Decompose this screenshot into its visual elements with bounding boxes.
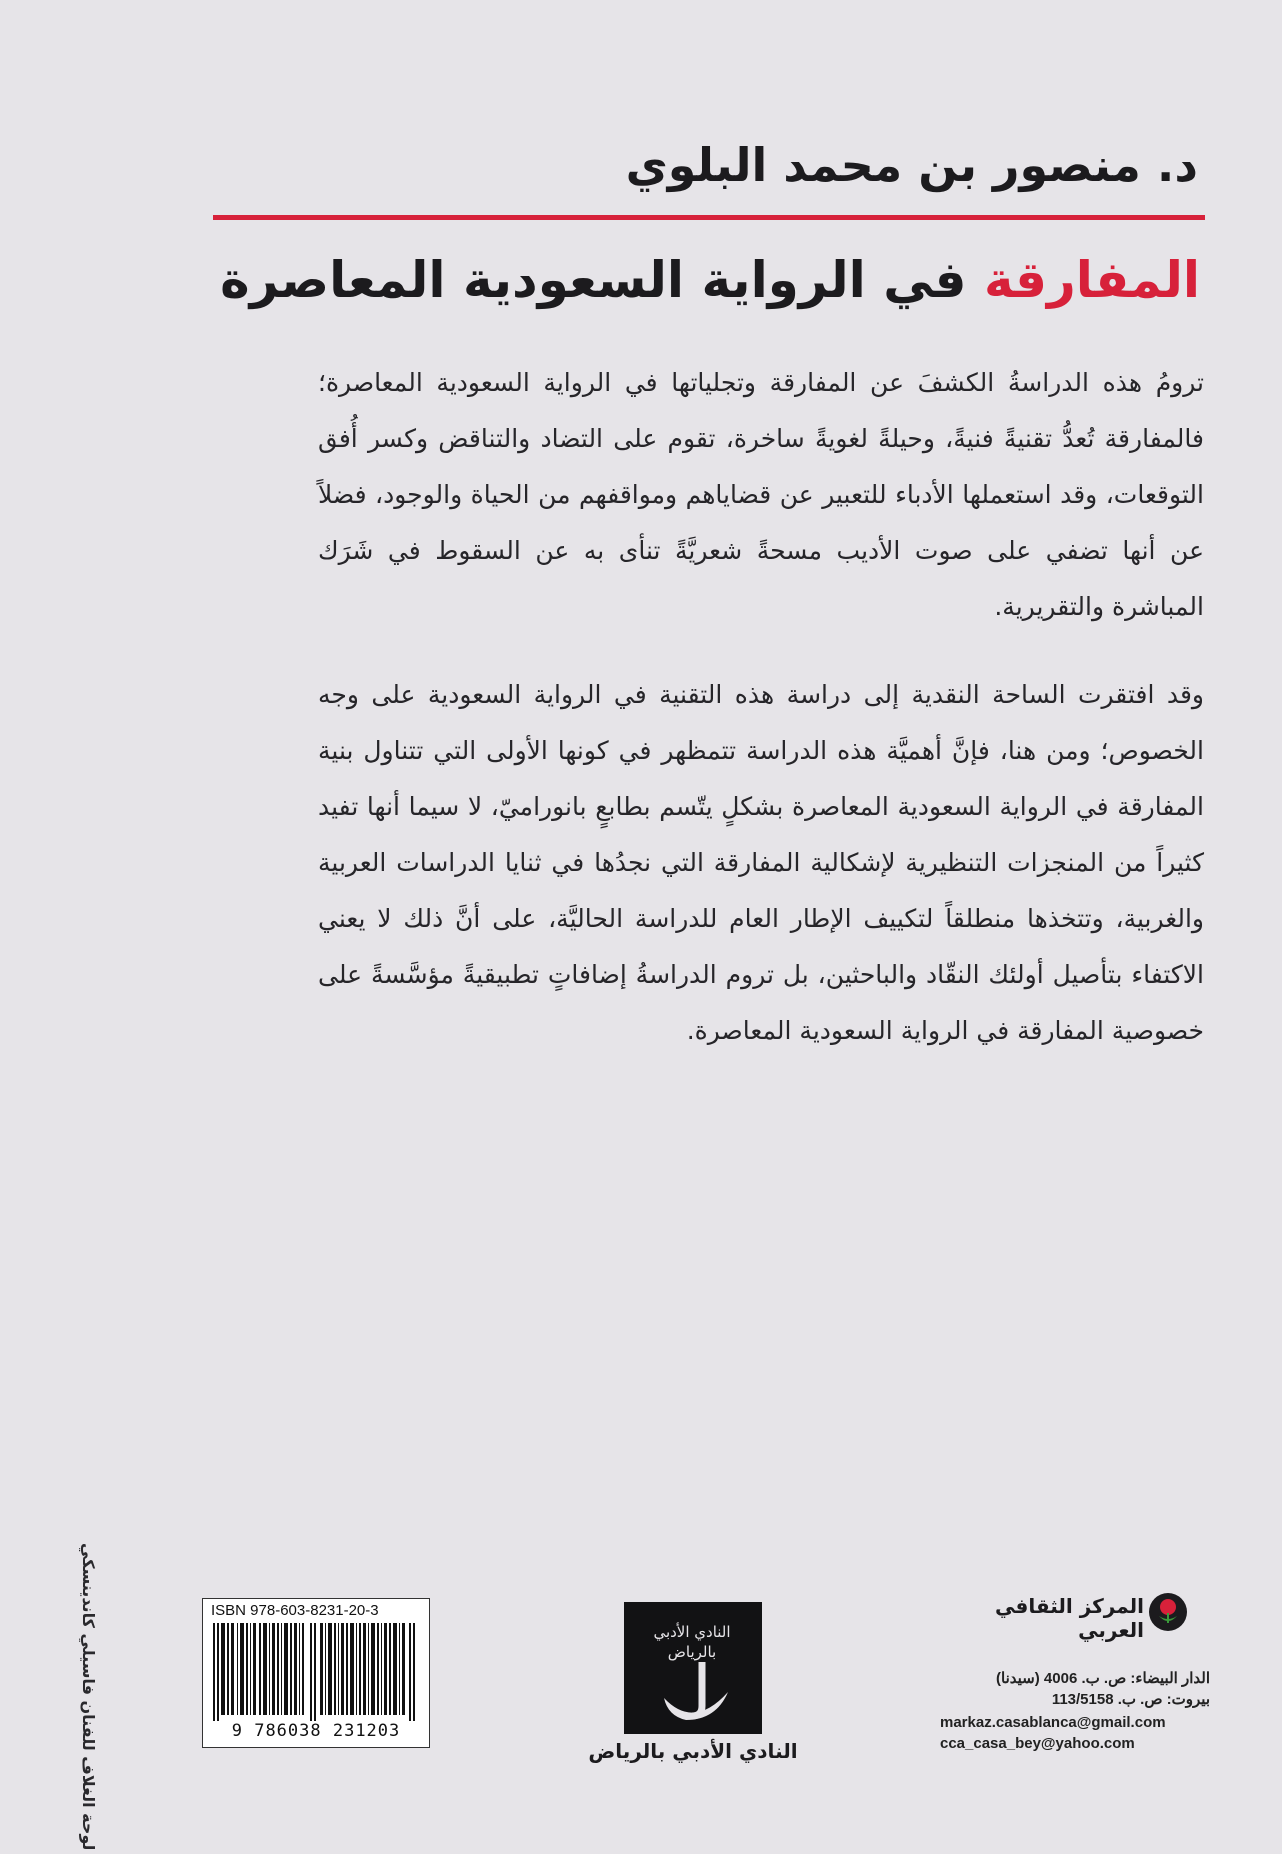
publisher-email-2: cca_casa_bey@yahoo.com (940, 1735, 1135, 1752)
author-name: د. منصور بن محمد البلوي (625, 138, 1198, 192)
club-name: النادي الأدبي بالرياض (588, 1739, 798, 1763)
publisher-flower-icon (1148, 1592, 1188, 1632)
blurb-paragraph-1: ترومُ هذه الدراسةُ الكشفَ عن المفارقة وتجلياتها في الرواية السعودية المعاصرة؛ فالمفارقة تُعدُّ تقنيةً فنيةً، وحيلةً لغويةً ساخرة، تقوم على التضاد والتناقض وكسر أُفق التوقعات، وقد استعملها الأدباء للتعبير عن قضاياهم ومواقفهم من الحياة والوجود، فضلاً عن أنها تضفي على صوت الأديب مسحةً شعريَّةً تنأى به عن السقوط في شَرَك المباشرة والتقريرية. (318, 368, 1204, 621)
publisher-name: المركز الثقافي العربي (994, 1594, 1144, 1642)
book-title (200, 240, 1200, 320)
blurb (318, 355, 1204, 1059)
title-accent-word: المفارقة (983, 251, 1200, 309)
blurb-paragraph-2: وقد افتقرت الساحة النقدية إلى دراسة هذه التقنية في الرواية السعودية على وجه الخصوص؛ ومن هنا، فإنَّ أهميَّة هذه الدراسة تتمظهر في كونها الأولى التي تتناول بنية المفارقة في الرواية السعودية المعاصرة بشكلٍ يتّسم بطابعٍ بانوراميّ، لا سيما أنها تفيد كثيراً من المنجزات التنظيرية لإشكالية المفارقة التي نجدُها في ثنايا الدراسات العربية والغربية، وتتخذها منطلقاً لتكييف الإطار العام للدراسة الحاليَّة، على أنَّ ذلك لا يعني الاكتفاء بتأصيل أولئك النقّاد والباحثين، بل تروم الدراسةُ إضافاتٍ تطبيقيةً مؤسَّسةً على خصوصية المفارقة في الرواية السعودية المعاصرة. (318, 680, 1204, 1045)
publisher-addresses (920, 1668, 1210, 1710)
beirut-address: بيروت: ص. ب. 113/5158 (1051, 1691, 1210, 1708)
publisher-email-1: markaz.casablanca@gmail.com (940, 1714, 1166, 1731)
title-rest: في الرواية السعودية المعاصرة (220, 251, 984, 309)
literary-club-logo (624, 1602, 762, 1734)
barcode-bars-icon (213, 1623, 419, 1721)
isbn-barcode (202, 1598, 430, 1748)
isbn-digits: 9 786038 231203 (231, 1721, 401, 1741)
cover-art-credit: لوحة الغلاف للفنان فاسيلي كاندينسكي (79, 1542, 98, 1850)
title-divider (213, 215, 1205, 220)
isbn-label: ISBN 978-603-8231-20-3 (211, 1602, 379, 1619)
club-logo-text: النادي الأدبي بالرياض (653, 1623, 731, 1661)
casablanca-address: الدار البيضاء: ص. ب. 4006 (سيدنا) (996, 1670, 1210, 1687)
